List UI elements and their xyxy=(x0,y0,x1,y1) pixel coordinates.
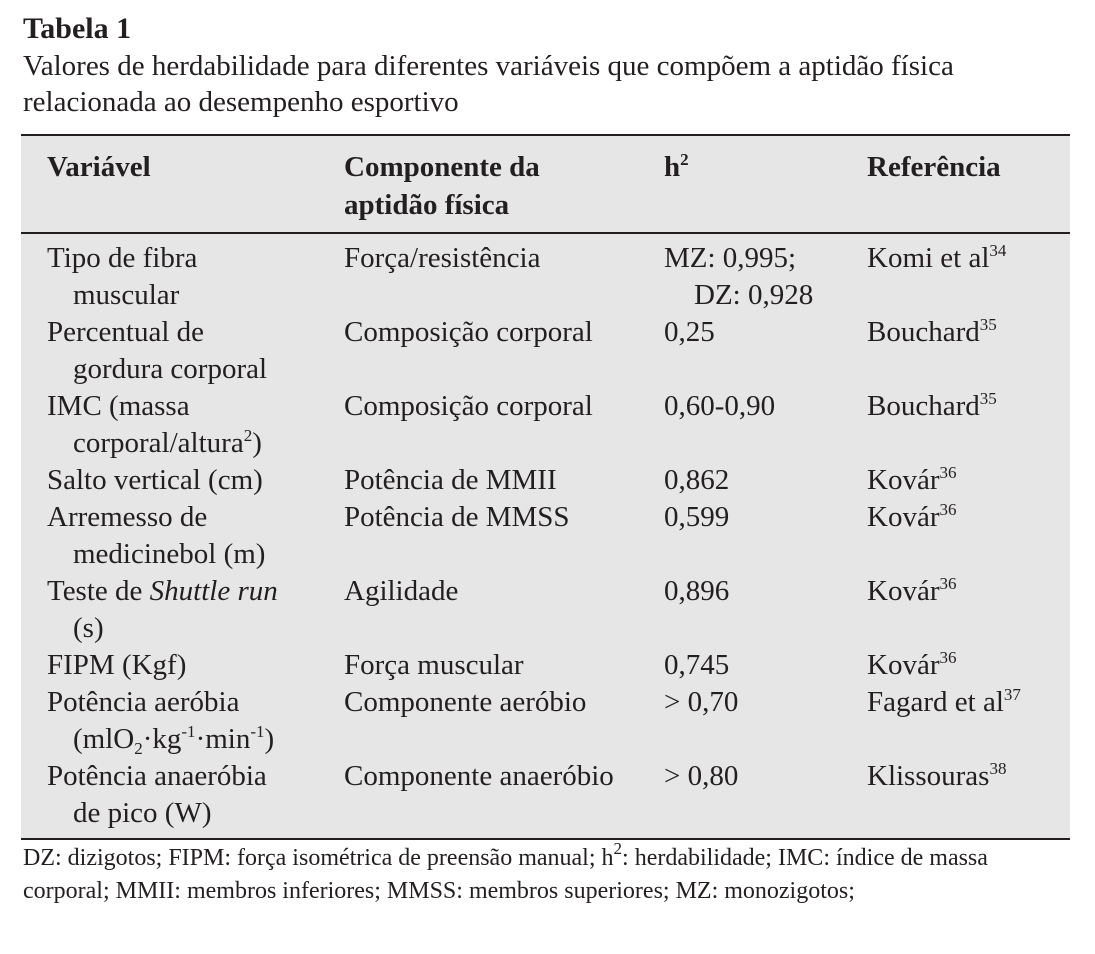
variable-line2-text: corporal/altura xyxy=(73,427,244,459)
table-row xyxy=(21,758,1070,839)
reference-name: Fagard et al xyxy=(867,686,1004,718)
footnote-sup: 2 xyxy=(613,839,623,858)
variable-line1: Salto vertical (cm) xyxy=(47,464,263,496)
cell-component: Componente aeróbio xyxy=(344,686,587,718)
variable-line2: (s) xyxy=(73,612,104,644)
variable-line1: Arremesso de xyxy=(47,501,208,533)
variable-line1-text: Teste de xyxy=(47,575,150,607)
cell-variable xyxy=(21,499,344,573)
table-row xyxy=(21,314,1070,388)
cell-reference xyxy=(867,388,1070,462)
cell-reference xyxy=(867,684,1070,758)
cell-reference xyxy=(867,233,1070,314)
variable-line1: Tipo de fibra xyxy=(47,242,198,274)
header-component-line2: aptidão física xyxy=(344,189,510,221)
reference-name: Bouchard xyxy=(867,390,980,422)
cell-variable xyxy=(21,233,344,314)
header-component xyxy=(344,135,664,233)
cell-h2: 0,599 xyxy=(664,501,730,533)
table-header-row xyxy=(21,135,1070,233)
cell-component: Composição corporal xyxy=(344,390,593,422)
cell-h2: 0,896 xyxy=(664,575,730,607)
unit-part-d: ) xyxy=(264,723,275,755)
h2-line1: MZ: 0,995; xyxy=(664,242,797,274)
reference-number: 36 xyxy=(939,648,957,667)
cell-h2 xyxy=(664,233,867,314)
cell-reference xyxy=(867,462,1070,499)
unit-part-a: (mlO xyxy=(73,723,135,755)
header-h2-base: h xyxy=(664,151,681,183)
cell-reference xyxy=(867,314,1070,388)
reference-number: 37 xyxy=(1003,685,1021,704)
footnote-part2: : herdabilidade; IMC: índice de massa corporal; MMII: membros inferiores; MMSS: membros superiores; MZ: monozigotos; xyxy=(23,845,988,904)
cell-variable xyxy=(21,314,344,388)
cell-reference xyxy=(867,647,1070,684)
header-h2-sup: 2 xyxy=(680,150,689,169)
reference-number: 38 xyxy=(989,759,1007,778)
table-footnote xyxy=(23,839,1078,908)
reference-number: 36 xyxy=(939,500,957,519)
table-row xyxy=(21,684,1070,758)
table-caption xyxy=(23,10,1083,120)
reference-number: 34 xyxy=(989,241,1007,260)
reference-number: 35 xyxy=(979,389,997,408)
variable-line2: medicinebol (m) xyxy=(73,538,266,570)
header-reference: Referência xyxy=(867,135,1070,233)
unit-part-b: ·kg xyxy=(142,723,182,755)
cell-h2: > 0,80 xyxy=(664,758,867,839)
variable-line2-sup: 2 xyxy=(243,426,253,445)
header-component-line1: Componente da xyxy=(344,151,540,183)
variable-line1: Percentual de xyxy=(47,316,205,348)
reference-name: Klissouras xyxy=(867,760,990,792)
reference-number: 36 xyxy=(939,463,957,482)
cell-component: Agilidade xyxy=(344,575,459,607)
variable-line2-end: ) xyxy=(252,427,262,459)
unit-sub: 2 xyxy=(134,739,143,758)
cell-variable xyxy=(21,758,344,839)
table-description: Valores de herdabilidade para diferentes variáveis que compõem a aptidão física relacionada ao desempenho esportivo xyxy=(23,50,954,118)
cell-variable xyxy=(21,647,344,684)
variable-line1: FIPM (Kgf) xyxy=(47,649,187,681)
variable-line2 xyxy=(47,425,344,462)
cell-h2: 0,745 xyxy=(664,649,730,681)
footnote-part1: DZ: dizigotos; FIPM: força isométrica de preensão manual; h xyxy=(23,845,614,871)
reference-number: 36 xyxy=(939,574,957,593)
cell-component: Força/resistência xyxy=(344,233,664,314)
cell-component: Componente anaeróbio xyxy=(344,758,664,839)
cell-component: Força muscular xyxy=(344,649,524,681)
reference-name: Kovár xyxy=(867,464,940,496)
reference-name: Bouchard xyxy=(867,316,980,348)
variable-line2 xyxy=(47,721,344,758)
cell-variable xyxy=(21,573,344,647)
heritability-table xyxy=(21,134,1070,840)
table-row xyxy=(21,573,1070,647)
unit-part-c: ·min xyxy=(195,723,251,755)
cell-h2: 0,862 xyxy=(664,464,730,496)
table-row xyxy=(21,499,1070,573)
cell-h2: 0,25 xyxy=(664,316,715,348)
variable-line2: muscular xyxy=(73,279,180,311)
cell-reference xyxy=(867,758,1070,839)
table-row xyxy=(21,388,1070,462)
header-variable: Variável xyxy=(21,135,344,233)
cell-component: Composição corporal xyxy=(344,316,593,348)
cell-reference xyxy=(867,573,1070,647)
reference-name: Kovár xyxy=(867,649,940,681)
variable-line1-italic: Shuttle run xyxy=(149,575,278,607)
cell-component: Potência de MMSS xyxy=(344,501,570,533)
table-title: Tabela 1 xyxy=(23,12,132,45)
cell-h2: > 0,70 xyxy=(664,686,739,718)
table-row xyxy=(21,233,1070,314)
variable-line2: gordura corporal xyxy=(73,353,268,385)
unit-sup1: -1 xyxy=(181,722,196,741)
reference-name: Komi et al xyxy=(867,242,990,274)
unit-sup2: -1 xyxy=(250,722,265,741)
h2-line2: DZ: 0,928 xyxy=(694,279,814,311)
reference-name: Kovár xyxy=(867,501,940,533)
table-row xyxy=(21,462,1070,499)
variable-line1: Potência aeróbia xyxy=(47,686,240,718)
variable-line1: Potência anaeróbia xyxy=(47,760,267,792)
cell-reference xyxy=(867,499,1070,573)
cell-variable xyxy=(21,684,344,758)
cell-h2: 0,60-0,90 xyxy=(664,390,776,422)
variable-line2: de pico (W) xyxy=(73,797,212,829)
variable-line1: IMC (massa xyxy=(47,390,190,422)
table-row xyxy=(21,647,1070,684)
cell-component: Potência de MMII xyxy=(344,464,557,496)
reference-name: Kovár xyxy=(867,575,940,607)
header-h2 xyxy=(664,135,867,233)
variable-line1 xyxy=(47,575,278,607)
cell-variable xyxy=(21,388,344,462)
cell-variable xyxy=(21,462,344,499)
reference-number: 35 xyxy=(979,315,997,334)
